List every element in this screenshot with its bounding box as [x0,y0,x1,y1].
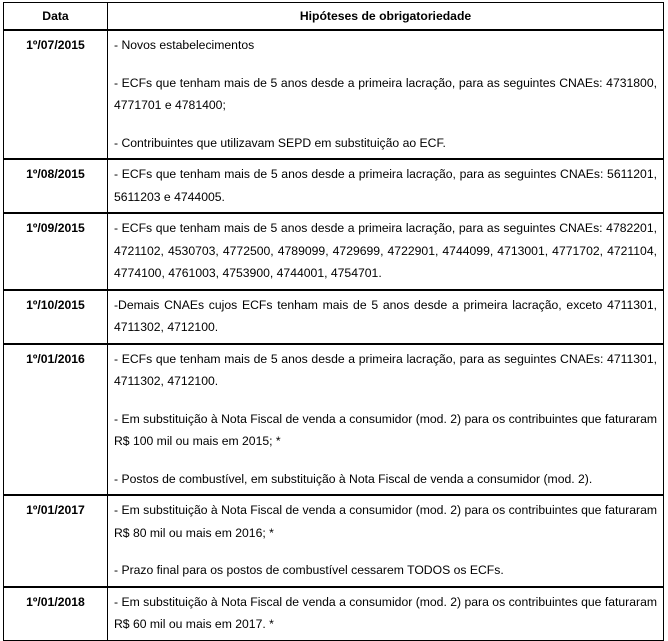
row-date: 1º/01/2017 [4,495,108,587]
table-row [4,30,664,159]
row-date: 1º/10/2015 [4,290,108,344]
header-date: Data [4,3,108,31]
row-hypotheses [108,495,664,587]
row-hypotheses [108,587,664,641]
hypothesis-item: - Prazo final para os postos de combustível cessarem TODOS os ECFs. [114,563,504,577]
table-row [4,159,664,213]
obligation-schedule-table [3,2,664,641]
table-row [4,495,664,587]
hypothesis-item: - Contribuintes que utilizavam SEPD em substituição ao ECF. [114,135,446,150]
hypothesis-item: -Demais CNAEs cujos ECFs tenham mais de 5 anos desde a primeira lacração, exceto 4711301, 4711302, 4712100. [114,297,657,334]
row-date: 1º/01/2016 [4,344,108,496]
row-hypotheses [108,344,664,496]
hypothesis-item: - ECFs que tenham mais de 5 anos desde a primeira lacração, para as seguintes CNAEs: 4711301, 4711302, 4712100. [114,351,657,388]
row-date: 1º/09/2015 [4,213,108,290]
row-hypotheses [108,159,664,213]
table-header-row [4,3,664,31]
table-row [4,587,664,641]
hypothesis-item: - ECFs que tenham mais de 5 anos desde a primeira lacração, para as seguintes CNAEs: 4782201, 4721102, 4530703, 4772500, 4789099, 4729699, 4722901, 4744099, 4713001, 4771702, 4721104, 4774100, 4761003, 4753900, 4744001, 4754701. [114,221,657,280]
row-hypotheses [108,30,664,159]
hypothesis-item: - Postos de combustível, em substituição à Nota Fiscal de venda a consumidor (mod. 2). [114,471,593,486]
hypothesis-item: - Novos estabelecimentos [114,38,255,52]
header-hypotheses: Hipóteses de obrigatoriedade [108,3,664,31]
hypothesis-item: - ECFs que tenham mais de 5 anos desde a primeira lacração, para as seguintes CNAEs: 4731800, 4771701 e 4781400; [114,75,657,112]
hypothesis-item: - Em substituição à Nota Fiscal de venda a consumidor (mod. 2) para os contribuintes que faturaram R$ 60 mil ou mais em 2017. * [114,594,657,631]
hypothesis-item: - ECFs que tenham mais de 5 anos desde a primeira lacração, para as seguintes CNAEs: 5611201, 5611203 e 4744005. [114,167,657,204]
row-date: 1º/08/2015 [4,159,108,213]
row-hypotheses [108,213,664,290]
row-date: 1º/01/2018 [4,587,108,641]
row-date: 1º/07/2015 [4,30,108,159]
hypothesis-item: - Em substituição à Nota Fiscal de venda a consumidor (mod. 2) para os contribuintes que faturaram R$ 100 mil ou mais em 2015; * [114,411,657,448]
table-row [4,344,664,496]
row-hypotheses [108,290,664,344]
table-row [4,290,664,344]
hypothesis-item: - Em substituição à Nota Fiscal de venda a consumidor (mod. 2) para os contribuintes que faturaram R$ 80 mil ou mais em 2016; * [114,503,657,540]
table-row [4,213,664,290]
